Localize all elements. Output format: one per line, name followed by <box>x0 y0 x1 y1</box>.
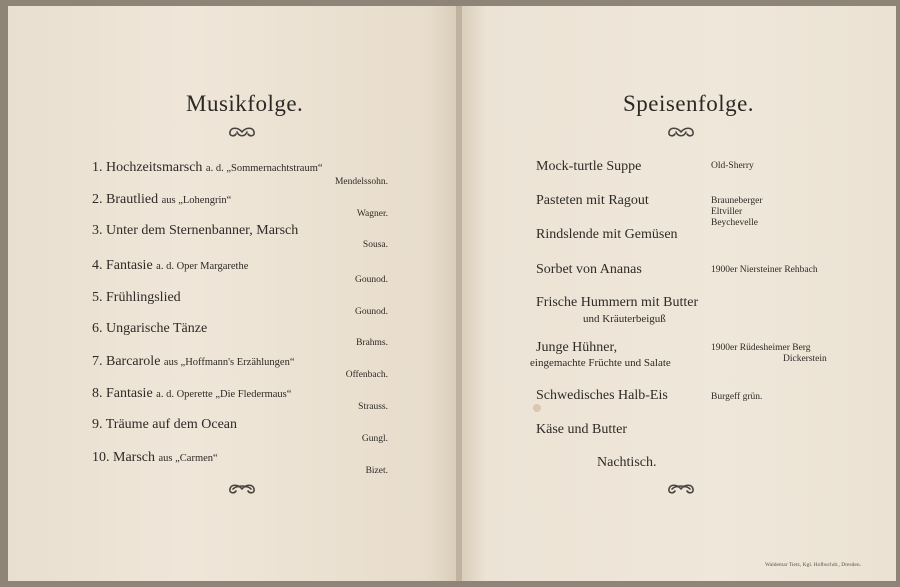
dish-5: Frische Hummern mit Butter <box>536 295 699 310</box>
wine-1: Old-Sherry <box>711 161 754 171</box>
ornament-icon <box>225 482 259 496</box>
music-item-2: 2. Brautlied aus „Lohengrin“ <box>92 192 232 207</box>
music-item-1: 1. Hochzeitsmarsch a. d. „Sommernachtstraum“ <box>92 160 323 175</box>
paper-stain <box>533 404 541 412</box>
dish-3: Rindslende mit Gemüsen <box>536 227 678 242</box>
dish-8: Käse und Butter <box>536 422 627 437</box>
composer-5: Gounod. <box>355 307 388 317</box>
book-gutter <box>456 6 462 581</box>
music-program-title: Musikfolge. <box>186 91 304 116</box>
wine-5: Burgeff grün. <box>711 392 763 402</box>
dish-4: Sorbet von Ananas <box>536 262 642 277</box>
composer-10: Bizet. <box>365 466 388 476</box>
music-item-3: 3. Unter dem Sternenbanner, Marsch <box>92 223 299 238</box>
composer-1: Mendelssohn. <box>334 177 388 187</box>
composer-9: Gungl. <box>361 434 388 444</box>
wine-2: Brauneberger Eltviller Beychevelle <box>711 196 763 228</box>
music-item-4: 4. Fantasie a. d. Oper Margarethe <box>92 258 249 273</box>
composer-4: Gounod. <box>355 275 388 285</box>
dish-6-sub: eingemachte Früchte und Salate <box>530 357 671 369</box>
ornament-icon <box>664 482 698 496</box>
music-item-5: 5. Frühlingslied <box>92 290 181 305</box>
composer-7: Offenbach. <box>345 370 388 380</box>
composer-8: Strauss. <box>358 402 388 412</box>
music-item-6: 6. Ungarische Tänze <box>92 321 208 336</box>
dish-9: Nachtisch. <box>597 455 657 470</box>
ornament-icon <box>664 125 698 139</box>
dish-2: Pasteten mit Ragout <box>536 193 649 208</box>
music-item-9: 9. Träume auf dem Ocean <box>92 417 238 432</box>
printer-imprint: Waldemar Tietz, Kgl. Hofbuchdr., Dresden. <box>765 562 861 568</box>
food-menu-title: Speisenfolge. <box>623 91 755 116</box>
wine-4: 1900er Rüdesheimer Berg Dickerstein <box>711 343 827 364</box>
composer-2: Wagner. <box>356 209 388 219</box>
dish-7: Schwedisches Halb-Eis <box>536 388 668 403</box>
wine-3: 1900er Niersteiner Rehbach <box>711 265 818 275</box>
composer-6: Brahms. <box>356 338 388 348</box>
composer-3: Sousa. <box>362 240 388 250</box>
music-item-10: 10. Marsch aus „Carmen“ <box>92 450 218 465</box>
dish-1: Mock-turtle Suppe <box>536 159 642 174</box>
music-item-8: 8. Fantasie a. d. Operette „Die Fledermaus“ <box>92 386 292 401</box>
music-item-7: 7. Barcarole aus „Hoffmann's Erzählungen“ <box>92 354 295 369</box>
dish-6: Junge Hühner, <box>536 340 618 355</box>
ornament-icon <box>225 125 259 139</box>
dish-5-sub: und Kräuterbeiguß <box>583 313 666 325</box>
